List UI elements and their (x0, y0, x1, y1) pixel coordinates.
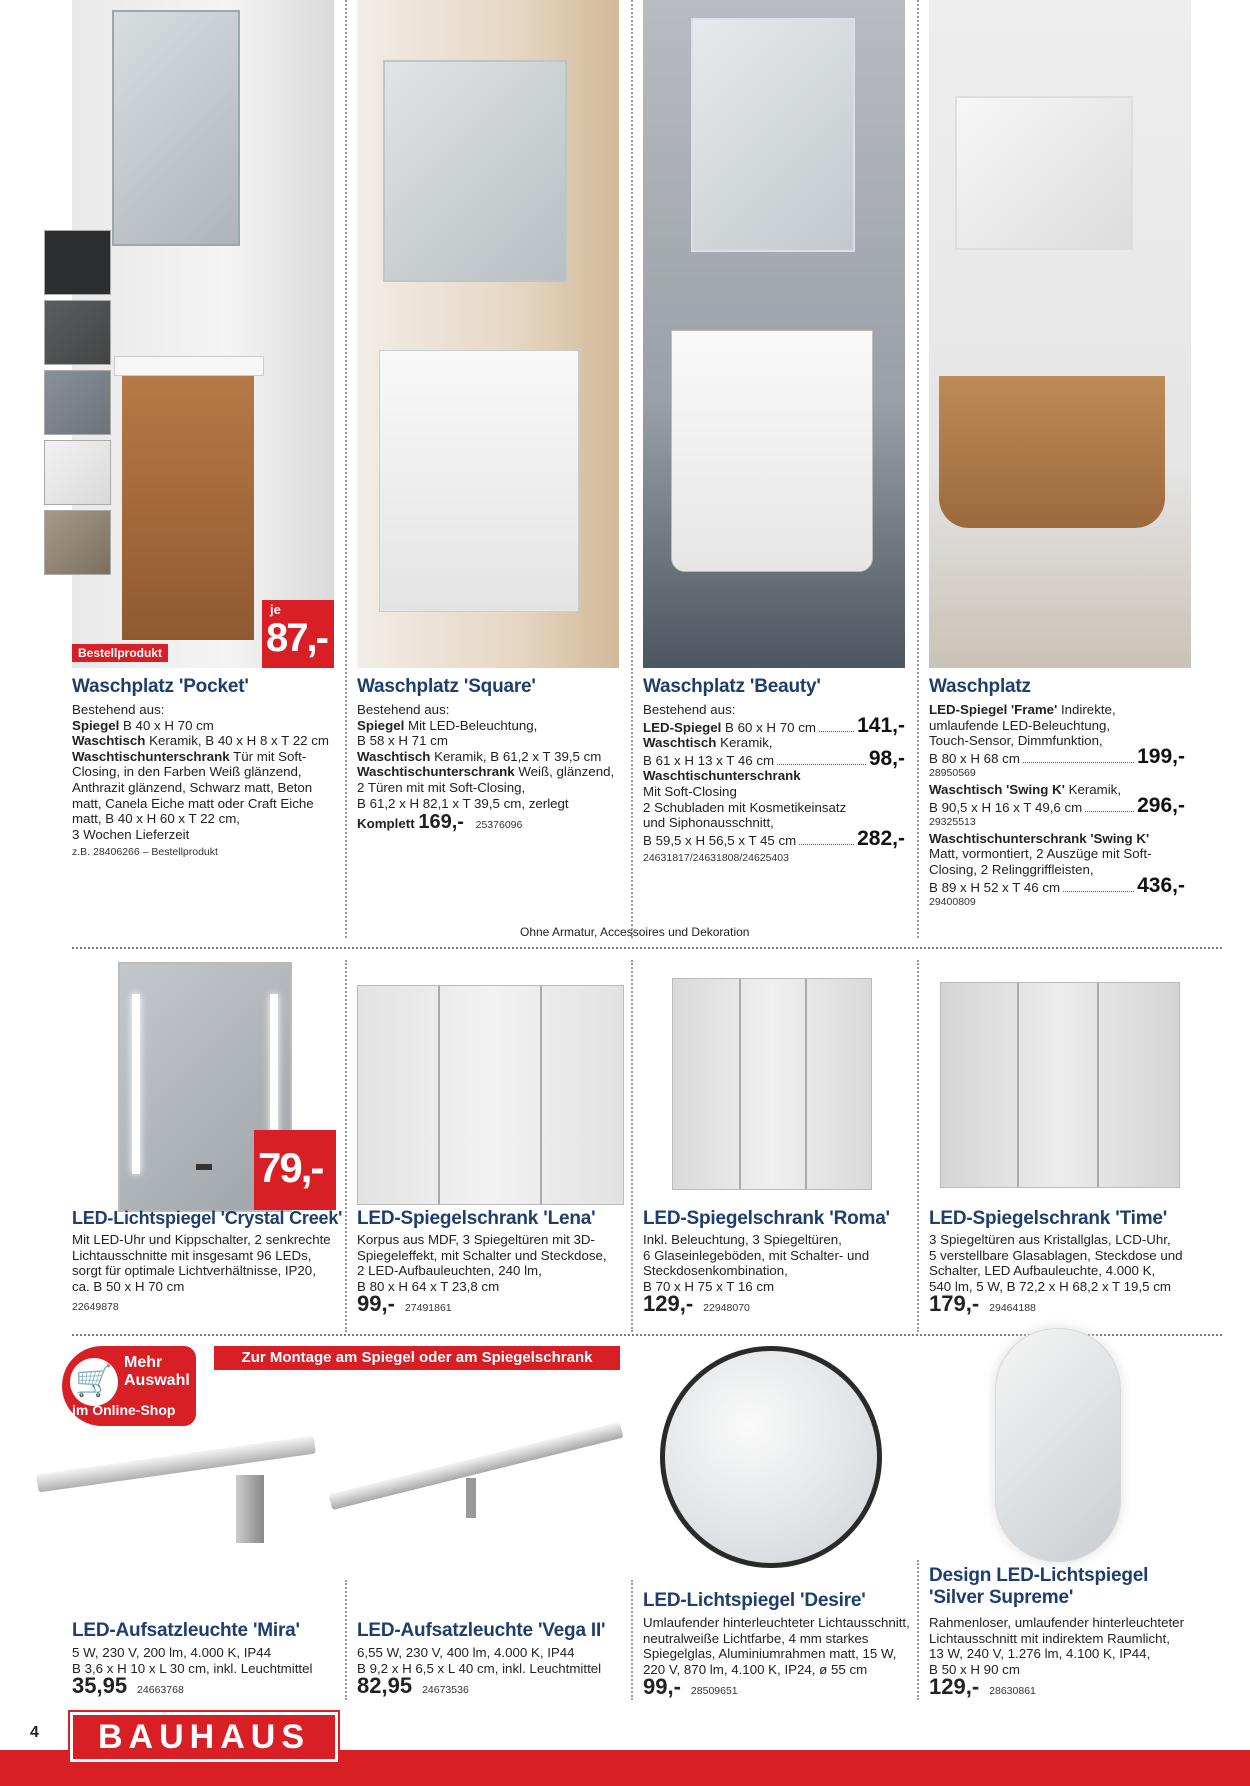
pocket-line: 3 Wochen Lieferzeit (72, 826, 190, 842)
silver-supreme-line: Lichtausschnitt mit indirektem Raumlicht, (929, 1630, 1170, 1646)
frame-article-number: 29400809 (929, 896, 976, 909)
lena-cabinet-image (357, 985, 624, 1205)
roma-price: 129,- (643, 1291, 694, 1317)
frame-line: Waschtischunterschrank 'Swing K' (929, 830, 1150, 846)
light-strip (132, 994, 140, 1174)
pocket-line: matt, Canela Eiche matt oder Craft Eiche (72, 795, 314, 811)
online-badge-line: im Online-Shop (72, 1402, 176, 1418)
komplett-label: Komplett (357, 816, 415, 832)
silver-supreme-line: B 50 x H 90 cm (929, 1661, 1020, 1677)
mira-line: 5 W, 230 V, 200 lm, 4.000 K, IP44 (72, 1645, 272, 1660)
pocket-photo (72, 0, 334, 668)
divider (631, 0, 633, 938)
page-number: 4 (30, 1724, 39, 1741)
desire-line: Umlaufender hinterleuchteter Lichtausschnitt, (643, 1615, 910, 1630)
frame-price-row: B 80 x H 68 cm 199,- (929, 744, 1185, 768)
online-badge-line: Auswahl (124, 1372, 190, 1389)
crystal-creek-article-number: 22649878 (72, 1301, 119, 1314)
cabinet-door (540, 986, 542, 1204)
time-line: 5 verstellbare Glasablagen, Steckdose und (929, 1247, 1183, 1263)
square-title: Waschplatz 'Square' (357, 676, 536, 697)
square-line: Waschtisch Keramik, B 61,2 x T 39,5 cm (357, 748, 602, 764)
pocket-line: Spiegel B 40 x H 70 cm (72, 717, 214, 733)
vega-description (357, 1645, 601, 1699)
pocket-mirror (112, 10, 240, 246)
divider (345, 0, 347, 938)
beauty-title: Waschplatz 'Beauty' (643, 676, 821, 697)
beauty-article-number: 24631817/24631808/24625403 (643, 852, 789, 865)
color-swatch-beton[interactable] (44, 370, 111, 435)
vega-price: 82,95 (357, 1673, 413, 1699)
frame-title: Waschplatz (929, 676, 1031, 697)
square-line: Waschtischunterschrank Weiß, glänzend, (357, 764, 615, 780)
mira-title: LED-Aufsatzleuchte 'Mira' (72, 1620, 300, 1641)
square-line: Bestehend aus: (357, 702, 450, 717)
square-article-number: 25376096 (475, 819, 523, 832)
vega-article-number: 24673536 (422, 1684, 469, 1697)
pocket-price-tag (262, 600, 334, 668)
silver-supreme-title-line: Design LED-Lichtspiegel (929, 1565, 1149, 1586)
pocket-line: matt, B 40 x H 60 x T 22 cm, (72, 811, 241, 827)
divider (345, 1580, 347, 1700)
cart-icon: 🛒 (70, 1358, 118, 1406)
lena-title: LED-Spiegelschrank 'Lena' (357, 1208, 596, 1229)
divider (917, 960, 919, 1332)
cabinet-door (739, 979, 741, 1189)
cabinet-door (438, 986, 440, 1204)
silver-supreme-title (929, 1565, 1148, 1609)
divider (917, 0, 919, 938)
frame-article-number: 28950569 (929, 767, 976, 780)
crystal-creek-title: LED-Lichtspiegel 'Crystal Creek' (72, 1208, 343, 1228)
beauty-line: Bestehend aus: (643, 702, 736, 717)
lena-line: Spiegeleffekt, mit Schalter und Steckdose, (357, 1247, 607, 1263)
crystal-creek-line: Lichtausschnitte mit insgesamt 96 LEDs, (72, 1247, 312, 1263)
roma-price-row (643, 1291, 869, 1317)
lena-price: 99,- (357, 1291, 395, 1317)
pocket-article-number: z.B. 28406266 – Bestellprodukt (72, 846, 218, 859)
lena-article-number: 27491861 (404, 1302, 452, 1315)
frame-description (929, 702, 1185, 911)
pocket-line: Bestehend aus: (72, 702, 165, 717)
beauty-price-row: B 61 x H 13 x T 46 cm 98,- (643, 746, 905, 770)
frame-line: Touch-Sensor, Dimmfunktion, (929, 733, 1103, 749)
square-line: 2 Türen mit mit Soft-Closing, (357, 779, 526, 795)
color-swatch-schwarz[interactable] (44, 230, 111, 295)
time-article-number: 29464188 (989, 1302, 1036, 1315)
desire-price-row (643, 1674, 910, 1700)
light-bar (36, 1436, 316, 1493)
light-bar (329, 1422, 624, 1510)
cabinet-door (1097, 983, 1099, 1187)
frame-price-row: B 89 x H 52 x T 46 cm 436,- (929, 873, 1185, 897)
divider (631, 1580, 633, 1700)
pocket-line: Anthrazit glänzend, Schwarz matt, Beton (72, 779, 313, 795)
pocket-line: Waschtischunterschrank Tür mit Soft- (72, 748, 307, 764)
roma-title: LED-Spiegelschrank 'Roma' (643, 1208, 890, 1229)
crystal-creek-line: Mit LED-Uhr und Kippschalter, 2 senkrechte (72, 1232, 331, 1247)
cabinet-door (805, 979, 807, 1189)
frame-article-number: 29325513 (929, 816, 976, 829)
beauty-line: Waschtisch Keramik, (643, 735, 773, 751)
color-swatch-anthrazit[interactable] (44, 300, 111, 365)
cabinet-door (1017, 983, 1019, 1187)
pocket-description (72, 702, 338, 861)
roma-line: Inkl. Beleuchtung, 3 Spiegeltüren, (643, 1232, 842, 1247)
silver-supreme-line: 13 W, 240 V, 1.276 lm, 4.100 K, IP44, (929, 1646, 1151, 1662)
crystal-creek-description (72, 1232, 331, 1316)
mira-line: B 3,6 x H 10 x L 30 cm, inkl. Leuchtmittel (72, 1660, 313, 1676)
mira-article-number: 24663768 (137, 1684, 184, 1697)
square-price-row (357, 811, 627, 834)
roma-line: B 70 x H 75 x T 16 cm (643, 1278, 775, 1294)
lena-line: Korpus aus MDF, 3 Spiegeltüren mit 3D- (357, 1232, 595, 1247)
frame-line: Waschtisch 'Swing K' Keramik, (929, 781, 1122, 797)
pocket-title: Waschplatz 'Pocket' (72, 676, 249, 697)
light-bracket (466, 1478, 476, 1518)
roma-description (643, 1232, 869, 1317)
time-line: 3 Spiegeltüren aus Kristallglas, LCD-Uhr, (929, 1232, 1171, 1247)
silver-supreme-mirror-image (995, 1328, 1121, 1562)
desire-line: Spiegelglas, Aluminiumrahmen matt, 15 W, (643, 1646, 897, 1662)
beauty-line: Mit Soft-Closing (643, 783, 737, 799)
beauty-cabinet (671, 330, 873, 572)
color-swatch-weiss[interactable] (44, 440, 111, 505)
mira-price-row (72, 1673, 312, 1699)
roma-cabinet-image (672, 978, 872, 1190)
time-cabinet-image (940, 982, 1180, 1188)
silver-supreme-title-line: 'Silver Supreme' (929, 1587, 1074, 1608)
vega-price-row (357, 1673, 601, 1699)
silver-supreme-line: Rahmenloser, umlaufender hinterleuchteter (929, 1615, 1185, 1630)
disclaimer-note: Ohne Armatur, Accessoires und Dekoration (520, 925, 750, 939)
crystal-creek-price: 79,- (258, 1144, 323, 1191)
frame-mirror (955, 96, 1133, 250)
roma-line: Steckdosenkombination, (643, 1263, 788, 1279)
online-badge-text (124, 1354, 190, 1390)
pocket-basin (114, 356, 264, 376)
desire-price: 99,- (643, 1674, 681, 1700)
mira-description (72, 1645, 312, 1699)
clock-display (196, 1164, 212, 1170)
bauhaus-logo: BAUHAUS (70, 1712, 338, 1762)
mira-price: 35,95 (72, 1673, 128, 1699)
divider (72, 947, 1222, 949)
desire-line: 220 V, 870 lm, 4.100 K, IP24, ø 55 cm (643, 1661, 868, 1677)
silver-supreme-price-row (929, 1674, 1184, 1700)
lena-description (357, 1232, 607, 1317)
beauty-line: Waschtischunterschrank (643, 768, 801, 784)
frame-line: LED-Spiegel 'Frame' Indirekte, (929, 702, 1116, 717)
pocket-line: Closing, in den Farben Weiß glänzend, (72, 764, 302, 780)
beauty-line: und Siphonausschnitt, (643, 815, 774, 831)
time-title: LED-Spiegelschrank 'Time' (929, 1208, 1168, 1229)
online-badge-line: Mehr (124, 1354, 163, 1371)
vega-light-image (326, 1418, 626, 1518)
divider (345, 960, 347, 1332)
square-photo (357, 0, 619, 668)
vega-title: LED-Aufsatzleuchte 'Vega II' (357, 1620, 606, 1641)
desire-line: neutralweiße Lichtfarbe, 4 mm starkes (643, 1630, 869, 1646)
beauty-description (643, 702, 905, 867)
silver-supreme-price: 129,- (929, 1674, 980, 1700)
time-price-row (929, 1291, 1183, 1317)
frame-price-row: B 90,5 x H 16 x T 49,6 cm 296,- (929, 793, 1185, 817)
pocket-line: Waschtisch Keramik, B 40 x H 8 x T 22 cm (72, 733, 329, 749)
beauty-price-row: LED-Spiegel B 60 x H 70 cm 141,- (643, 713, 905, 737)
time-description (929, 1232, 1183, 1317)
bestellprodukt-badge: Bestellprodukt (72, 644, 168, 662)
je-label: je (270, 602, 281, 617)
divider (917, 1560, 919, 1700)
silver-supreme-article-number: 28630861 (989, 1685, 1036, 1698)
beauty-price-row: B 59,5 x H 56,5 x T 45 cm 282,- (643, 826, 905, 850)
desire-article-number: 28509651 (690, 1685, 738, 1698)
crystal-creek-price-tag (254, 1130, 336, 1210)
beauty-photo (643, 0, 905, 668)
square-description (357, 702, 627, 834)
square-price: 169,- (418, 811, 464, 834)
montage-banner: Zur Montage am Spiegel oder am Spiegelschrank (214, 1346, 620, 1370)
lena-price-row (357, 1291, 607, 1317)
lena-line: 2 LED-Aufbauleuchten, 240 lm, (357, 1263, 542, 1279)
time-line: Schalter, LED Aufbauleuchte, 4.000 K, (929, 1263, 1156, 1279)
color-swatch-eiche[interactable] (44, 510, 111, 575)
vega-line: 6,55 W, 230 V, 400 lm, 4.000 K, IP44 (357, 1645, 575, 1660)
time-price: 179,- (929, 1291, 980, 1317)
frame-line: Matt, vormontiert, 2 Auszüge mit Soft- (929, 846, 1152, 862)
square-mirror (383, 60, 567, 282)
roma-line: 6 Glaseinlegeböden, mit Schalter- und (643, 1247, 870, 1263)
desire-mirror-image (660, 1346, 882, 1568)
pocket-price: 87,- (266, 616, 327, 660)
square-cabinet (379, 350, 579, 612)
time-line: 540 lm, 5 W, B 72,2 x H 68,2 x T 19,5 cm (929, 1278, 1171, 1294)
frame-cabinet (939, 376, 1165, 528)
lena-line: B 80 x H 64 x T 23,8 cm (357, 1278, 500, 1294)
light-bracket (236, 1475, 264, 1543)
crystal-creek-line: ca. B 50 x H 70 cm (72, 1278, 185, 1294)
pocket-cabinet (122, 370, 254, 640)
square-line: B 61,2 x H 82,1 x T 39,5 cm, zerlegt (357, 795, 569, 811)
square-line: Spiegel Mit LED-Beleuchtung, (357, 717, 538, 733)
frame-line: Closing, 2 Relinggriffleisten, (929, 861, 1094, 877)
frame-line: umlaufende LED-Beleuchtung, (929, 717, 1111, 733)
online-shop-badge[interactable] (62, 1346, 196, 1426)
mira-light-image (36, 1455, 326, 1545)
silver-supreme-description (929, 1615, 1184, 1700)
beauty-mirror (691, 18, 855, 252)
divider (631, 960, 633, 1332)
vega-line: B 9,2 x H 6,5 x L 40 cm, inkl. Leuchtmittel (357, 1660, 602, 1676)
roma-article-number: 22948070 (703, 1302, 750, 1315)
beauty-line: 2 Schubladen mit Kosmetikeinsatz (643, 799, 847, 815)
crystal-creek-line: sorgt für optimale Lichtverhältnisse, IP20, (72, 1263, 316, 1279)
frame-photo (929, 0, 1191, 668)
square-line: B 58 x H 71 cm (357, 733, 448, 749)
desire-title: LED-Lichtspiegel 'Desire' (643, 1590, 866, 1611)
desire-description (643, 1615, 910, 1700)
